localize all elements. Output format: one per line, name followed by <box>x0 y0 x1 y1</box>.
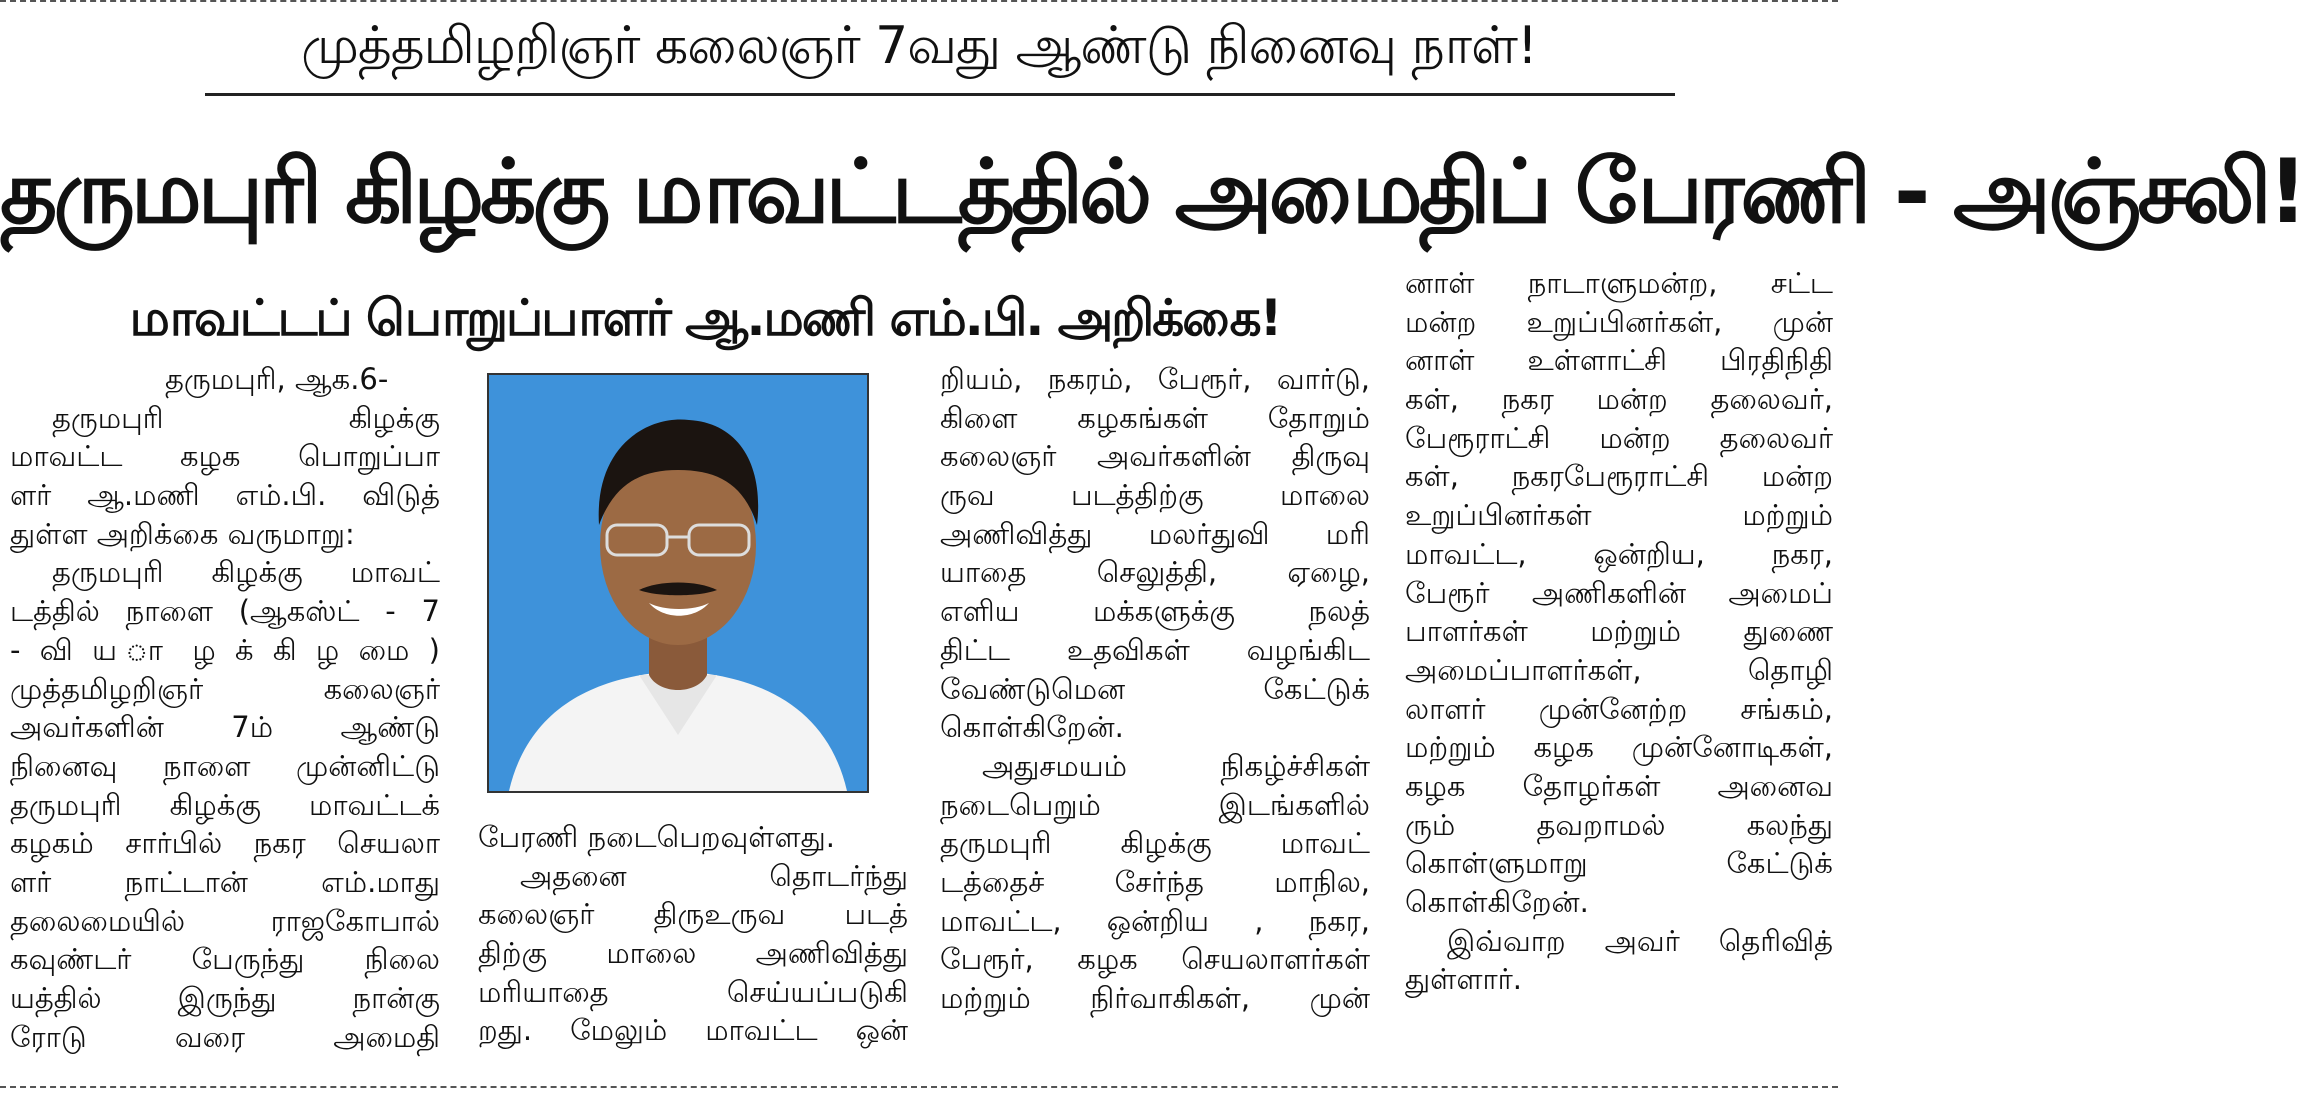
text-line: அதனை தொடர்ந்து <box>520 858 908 893</box>
text-line: தருமபுரி கிழக்கு <box>52 400 440 435</box>
text-line: கலைஞர் அவர்களின் திருவு <box>940 439 1370 474</box>
text-line: துள்ள அறிக்கை வருமாறு: <box>10 516 355 551</box>
text-line: ளர் நாட்டான் எம்.மாது <box>10 864 440 899</box>
text-line: கிளை கழகங்கள் தோறும் <box>940 400 1370 435</box>
text-line: அணிவித்து மலர்துவி மரி <box>940 516 1370 551</box>
text-line: திட்ட உதவிகள் வழங்கிட <box>940 632 1370 667</box>
text-line: னாள் நாடாளுமன்ற, சட்ட <box>1405 266 1833 300</box>
text-line: கள், நகரபேரூராட்சி மன்ற <box>1405 459 1833 494</box>
dateline: தருமபுரி, ஆக.6- <box>165 362 389 396</box>
text-line: ளர் ஆ.மணி எம்.பி. விடுத் <box>10 478 440 513</box>
text-line: கவுண்டர் பேருந்து நிலை <box>10 942 440 977</box>
text-line: முத்தமிழறிஞர் கலைஞர் <box>10 671 440 706</box>
text-line: அமைப்பாளர்கள், தொழி <box>1405 652 1833 687</box>
text-line: தருமபுரி கிழக்கு மாவட் <box>52 555 440 590</box>
text-line: பேரூர் அணிகளின் அமைப் <box>1405 575 1833 610</box>
text-line: பேரூர், கழக செயலாளர்கள் <box>940 942 1370 977</box>
text-line: மன்ற உறுப்பினர்கள், முன் <box>1405 304 1833 339</box>
text-line: யத்தில் இருந்து நான்கு <box>10 981 440 1015</box>
text-line: யாதை செலுத்தி, ஏழை, <box>940 555 1370 590</box>
text-line: கலைஞர் திருஉருவ படத் <box>478 897 908 932</box>
article-column-4 <box>1405 264 1833 999</box>
bottom-dashed-rule <box>0 1086 1838 1088</box>
text-line: திற்கு மாலை அணிவித்து <box>478 936 908 971</box>
text-line: கழகம் சார்பில் நகர செயலா <box>10 826 440 861</box>
text-line: பாளர்கள் மற்றும் துணை <box>1405 614 1833 649</box>
text-line: - வி ய ா ழ க் கி ழ மை ) <box>10 632 440 667</box>
text-line: மாவட்ட கழக பொறுப்பா <box>10 439 440 474</box>
text-line: பேரணி நடைபெறவுள்ளது. <box>478 820 835 854</box>
text-line: மற்றும் நிர்வாகிகள், முன் <box>940 981 1370 1015</box>
article-column-3 <box>940 360 1370 1018</box>
text-line: றது. மேலும் மாவட்ட ஒன் <box>478 1013 908 1048</box>
portrait-illustration <box>489 375 867 791</box>
text-line: டத்தில் நாளை (ஆகஸ்ட் - 7 <box>10 594 440 629</box>
text-line: இவ்வாற அவர் தெரிவித் <box>1447 923 1833 958</box>
text-line: மற்றும் கழக முன்னோடிகள், <box>1405 730 1833 765</box>
text-line: உறுப்பினர்கள் மற்றும் <box>1405 498 1833 533</box>
main-headline: தருமபுரி கிழக்கு மாவட்டத்தில் அமைதிப் பேரணி - அஞ்சலி! <box>0 140 2304 243</box>
text-line: தருமபுரி கிழக்கு மாவட்டக் <box>10 787 440 822</box>
kicker-heading: முத்தமிழறிஞர் கலைஞர் 7வது ஆண்டு நினைவு நாள்! <box>301 16 1537 76</box>
text-line: நடைபெறும் இடங்களில் <box>940 787 1370 822</box>
text-line: மாவட்ட, ஒன்றிய , நகர, <box>940 903 1370 938</box>
kicker-underline <box>205 93 1675 96</box>
text-line: மரியாதை செய்யப்படுகி <box>478 974 908 1009</box>
text-line: னாள் உள்ளாட்சி பிரதிநிதி <box>1405 343 1833 378</box>
article-column-2 <box>478 818 908 1050</box>
text-line: ரும் தவறாமல் கலந்து <box>1405 807 1833 842</box>
text-line: மாவட்ட, ஒன்றிய, நகர, <box>1405 536 1833 571</box>
text-line: டத்தைச் சேர்ந்த மாநில, <box>940 864 1370 899</box>
text-line: கொள்கிறேன். <box>1405 885 1589 919</box>
text-line: துள்ளார். <box>1405 962 1523 997</box>
text-line: வேண்டுமென கேட்டுக் <box>940 671 1370 706</box>
text-line: தலைமையில் ராஜகோபால் <box>10 903 440 938</box>
text-line: ரோடு வரை அமைதி <box>10 1019 440 1054</box>
text-line: அவர்களின் 7ம் ஆண்டு <box>10 710 440 745</box>
text-line: கள், நகர மன்ற தலைவர், <box>1405 382 1833 417</box>
portrait-photo <box>487 373 869 793</box>
text-line: கொள்கிறேன். <box>940 710 1124 745</box>
text-line: றியம், நகரம், பேரூர், வார்டு, <box>940 362 1370 396</box>
text-line: கொள்ளுமாறு கேட்டுக் <box>1405 846 1833 881</box>
text-line: பேரூராட்சி மன்ற தலைவர் <box>1405 420 1833 455</box>
text-line: நினைவு நாளை முன்னிட்டு <box>10 748 440 783</box>
text-line: எளிய மக்களுக்கு நலத் <box>940 594 1370 629</box>
text-line: கழக தோழர்கள் அனைவ <box>1405 768 1833 803</box>
article-column-1 <box>10 360 440 1056</box>
text-line: ருவ படத்திற்கு மாலை <box>940 478 1370 513</box>
text-line: லாளர் முன்னேற்ற சங்கம், <box>1405 691 1833 726</box>
text-line: தருமபுரி கிழக்கு மாவட் <box>940 826 1370 861</box>
sub-headline: மாவட்டப் பொறுப்பாளர் ஆ.மணி எம்.பி. அறிக்கை! <box>129 289 1281 347</box>
text-line: அதுசமயம் நிகழ்ச்சிகள் <box>982 748 1370 783</box>
